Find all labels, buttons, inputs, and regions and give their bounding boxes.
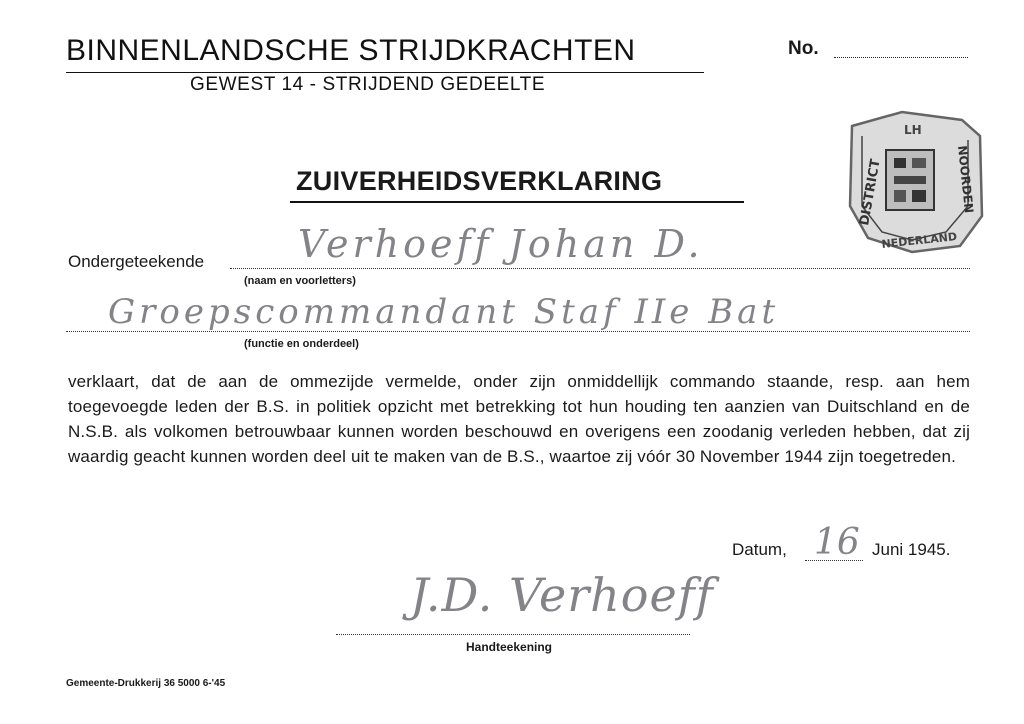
date-day-handwritten: 16	[814, 522, 860, 563]
form-heading: ZUIVERHEIDSVERKLARING	[296, 166, 663, 196]
signee-handwritten: Verhoeff Johan D.	[298, 222, 704, 266]
function-hint: (functie en onderdeel)	[244, 338, 359, 350]
signee-hint: (naam en voorletters)	[244, 275, 356, 287]
document-title: BINNENLANDSCHE STRIJDKRACHTEN	[66, 34, 636, 67]
title-underline	[66, 72, 704, 73]
signature-label: Handteekening	[466, 640, 553, 654]
signee-label: Ondergeteekende	[68, 252, 205, 271]
stamp-text-top: LH	[904, 123, 922, 137]
date-label: Datum,	[732, 540, 787, 559]
number-field	[834, 57, 968, 58]
document-subtitle: GEWEST 14 - STRIJDEND GEDEELTE	[190, 74, 546, 95]
heading-underline	[290, 201, 744, 203]
number-label: No.	[788, 38, 819, 59]
district-stamp	[842, 106, 988, 256]
signature-handwritten: J.D. Verhoeff	[410, 568, 714, 622]
function-handwritten: Groepscommandant Staf IIe Bat	[108, 292, 780, 332]
stamp-text-right: NOORDEN	[955, 144, 977, 214]
date-month-year: Juni 1945.	[872, 540, 951, 559]
printer-imprint: Gemeente-Drukkerij 36 5000 6-'45	[66, 678, 226, 689]
signee-field-line	[230, 268, 970, 269]
stamp-text-bottom: NEDERLAND	[880, 230, 958, 251]
signature-field-line	[336, 634, 690, 635]
stamp-text-left: DISTRICT	[857, 157, 884, 227]
declaration-body: verklaart, dat de aan de ommezijde vermelde, onder zijn onmiddellijk commando staande, resp. aan hem toegevoegde leden der B.S. in politiek opzicht met betrekking tot hun houding ten aanzien van Duitschland en de N.S.B. als volkomen betrouwbaar kunnen worden beschouwd en overigens een zoodanig verleden hebben, dat zij waardig geacht kunnen worden deel uit te maken van de B.S., waartoe zij vóór 30 November 1944 zijn toegetreden.	[68, 372, 970, 466]
